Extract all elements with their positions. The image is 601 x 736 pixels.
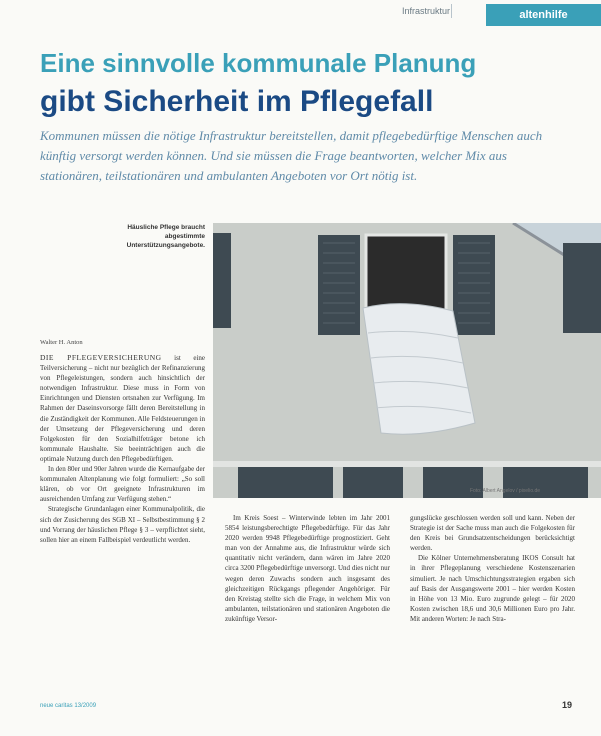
col3-paragraph-2: Die Kölner Unternehmensberatung IKOS Consult hat in ihrer Pflegeplanung verschiedene Kostenszenarien simuliert. Je nach Umschichtungsstrategien ergaben sich auf Basis der Ausgangswerte 2001 – hier werden Kosten in Höhe von 13 Mio. Euro zugrunde gelegt – für 2020 Kosten zwischen 18,6 und 30,6 Millionen Euro pro Jahr. Mit anderen Worten: Je nach Stra- bbox=[410, 554, 575, 623]
col1-paragraph-3: Strategische Grundanlagen einer Kommunalpolitik, die sich der Zusicherung des SGB XI – Selbstbestimmung § 2 und Vorrang der häuslichen Pflege § 3 – verpflichtet sieht, sollen hier an einem Fallbeispiel verdeutlicht werden. bbox=[40, 505, 205, 544]
lead-caps: DIE PFLEGEVERSICHERUNG bbox=[40, 353, 162, 362]
magazine-footer: neue caritas 13/2009 bbox=[40, 703, 97, 709]
section-kicker: Infrastruktur bbox=[402, 6, 451, 16]
lead-paragraph: Kommunen müssen die nötige Infrastruktur bereitstellen, damit pflegebedürftige Menschen auch künftig versorgt werden können. Und sie müssen die Frage beantworten, welcher Mix aus stationären, teilstationären und ambulanten Angeboten vor Ort nötig ist. bbox=[40, 128, 543, 183]
body-column-2 bbox=[225, 513, 390, 624]
title-line-2: gibt Sicherheit im Pflegefall bbox=[40, 85, 434, 118]
page-number: 19 bbox=[562, 700, 573, 710]
col3-paragraph-1: gungslücke geschlossen werden soll und kann. Neben der Strategie ist der Sache muss man auch die Folgekosten für den Kreis bei Grundsatzentscheidungen berücksichtigt werden. bbox=[410, 514, 575, 553]
header-divider bbox=[451, 4, 452, 18]
body-column-1 bbox=[40, 353, 205, 545]
photo-caption: Häusliche Pflege braucht abgestimmte Unterstützungsangebote. bbox=[126, 224, 205, 249]
photo-credit: Foto: Albert Angelov / pixelio.de bbox=[470, 488, 541, 494]
col1-paragraph-2: In den 80er und 90er Jahren wurde die Kernaufgabe der kommunalen Altenplanung wie folgt formuliert: „So soll klären, ob vor Ort geeignete Infrastrukturen im ausreichenden Umfang zur Verfügung stehen.“ bbox=[40, 465, 205, 504]
col1-paragraph-1: ist eine Teilversicherung – nicht nur bezüglich der Refinanzierung von Pflegeleistungen, sondern auch hinsichtlich der notwendigen Infrastruktur. Diese muss in Form von Einrichtungen und Diensten ortsnahen zur Verfügung. Im Rahmen der Daseinsvorsorge fällt deren Bereitstellung in die Zuständigkeit der Kommunen. Alle Feldsteuerungen in der Umsetzung der Pflegeversicherung und deren Folgekosten für den Sozialhilfeträger betone ich kommunale Haushalte. Sie beeinträchtigen auch die optimale Nutzung durch den Pflegebedürftigen. bbox=[40, 354, 205, 463]
section-badge: altenhilfe bbox=[486, 4, 601, 26]
title-line-1: Eine sinnvolle kommunale Planung bbox=[40, 48, 477, 78]
author-byline: Walter H. Anton bbox=[40, 339, 83, 346]
article-photo bbox=[213, 223, 601, 498]
col2-paragraph-1: Im Kreis Soest – Winterwinde lebten im Jahr 2001 5854 leistungsberechtigte Pflegebedürftige. Für das Jahr 2020 werden 9948 Pflegebedürftige prognostiziert. Geht man von der Annahme aus, die Infrastruktur würde sich quantitativ nicht verändern, dann wären im Jahre 2020 circa 3200 Pflegebedürftige unversorgt. Und dies nicht nur wegen deren Zuwachs sondern auch insgesamt des gleichzeitigen Rückgangs pflegender Angehöriger. Für den Kreistag stellte sich die Frage, in welchem Mix von ambulanten, teilstationären und stationären Angeboten die zukünftige Versor- bbox=[225, 514, 390, 623]
body-column-3 bbox=[410, 513, 575, 624]
